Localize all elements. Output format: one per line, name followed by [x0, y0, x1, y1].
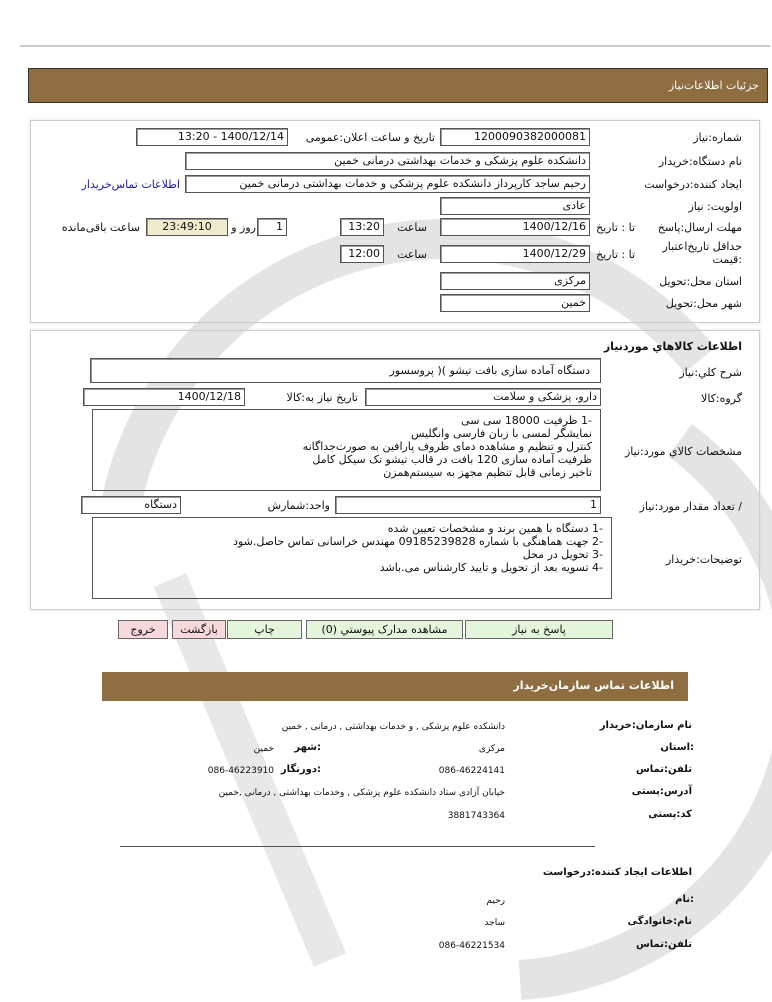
- family-label: نام:خانوادگی: [627, 916, 692, 927]
- org-label: نام سازمان:خریدار: [599, 720, 692, 731]
- specs-label: مشخصات کالاي مورد:نياز: [624, 445, 742, 458]
- need-number-field[interactable]: 1200090382000081: [440, 128, 590, 146]
- priority-field[interactable]: عادی: [440, 197, 590, 215]
- validity-time-label: ساعت: [397, 248, 427, 261]
- notes-textarea[interactable]: -1 دستگاه با همین برند و مشخصات تعیین شده -2 جهت هماهنگی با شماره 09185239828 مهندس خراسانی تماس حاصل.شود -3 تحویل در محل -4 تسویه بعد از تحویل و تایید کارشناس می.باشد: [92, 517, 612, 599]
- phone-value: 086-46224141: [438, 766, 505, 776]
- time-label: ساعت: [397, 221, 427, 234]
- contact-header: اطلاعات تماس سازمان‌خریدار: [102, 672, 688, 701]
- address-value: خیابان آزادی ستاد دانشکده علوم پزشکی , وخدمات بهداشتی , درمانی ,خمین: [218, 788, 505, 798]
- validity-date-field[interactable]: 1400/12/29: [440, 245, 590, 263]
- page-header: جزئیات اطلاعات‌نیاز: [28, 68, 768, 103]
- group-field[interactable]: دارو، پزشکی و سلامت: [365, 388, 601, 406]
- phone-label: تلفن:تماس: [635, 764, 692, 775]
- name-label: :نام: [675, 894, 694, 905]
- fax-value: 086-46223910: [207, 766, 274, 776]
- creator-field[interactable]: رحیم ساجد کارپرداز دانشکده علوم پزشکی و خدمات بهداشتی درمانی خمین: [185, 175, 590, 193]
- need-number-label: شماره:نیاز: [693, 131, 742, 144]
- city-contact-value: خمین: [253, 744, 274, 754]
- qty-field[interactable]: 1: [335, 496, 601, 514]
- creator-label: ایجاد کننده:درخواست: [644, 178, 742, 191]
- city-contact-label: :شهر: [294, 742, 321, 753]
- specs-textarea[interactable]: -1 ظرفیت 18000 سی سی نمایشگر لمسی با زبان فارسی وانگلیس کنترل و تنظیم و مشاهده دمای ظروف پارافین به صورت‌جداگانه ظرفیت آماده سازی 120 بافت در قالب تیشو تک سیکل کامل تاخیر زمانی قابل تنظیم مجهز به سیستم‌همزن: [92, 409, 601, 491]
- postal-label: کد:پستی: [648, 809, 692, 820]
- province-contact-label: :استان: [660, 742, 694, 753]
- city-label: شهر محل:تحویل: [665, 297, 742, 310]
- days-remaining-field: 1: [257, 218, 287, 236]
- exit-button[interactable]: خروج: [118, 620, 168, 639]
- need-date-label: تاریخ نیاز به:کالا: [286, 391, 358, 404]
- group-label: گروه:کالا: [701, 392, 742, 405]
- announce-field[interactable]: 1400/12/14 - 13:20: [136, 128, 288, 146]
- creator-phone-value: 086-46221534: [438, 941, 505, 951]
- validity-to-date-label: تا : تاریخ: [596, 248, 635, 261]
- qty-label: / تعداد مقدار مورد:نیاز: [639, 500, 742, 513]
- priority-label: اولویت: نیاز: [688, 200, 742, 213]
- buyer-contact-link[interactable]: اطلاعات تماس‌خریدار: [81, 178, 180, 191]
- back-button[interactable]: بازگشت: [172, 620, 226, 639]
- buyer-field[interactable]: دانشکده علوم پزشکی و خدمات بهداشتی درمانی خمین: [185, 152, 590, 170]
- province-field[interactable]: مرکزی: [440, 272, 590, 290]
- deadline-time-field[interactable]: 13:20: [340, 218, 384, 236]
- province-label: استان محل:تحویل: [659, 275, 742, 288]
- family-value: ساجد: [484, 918, 505, 928]
- creator-phone-label: تلفن:تماس: [635, 939, 692, 950]
- deadline-date-field[interactable]: 1400/12/16: [440, 218, 590, 236]
- deadline-label: مهلت ارسال:پاسخ: [657, 221, 742, 234]
- name-value: رحیم: [486, 896, 505, 906]
- notes-label: توضیحات:خریدار: [666, 553, 742, 566]
- reply-button[interactable]: پاسخ به نیاز: [465, 620, 613, 639]
- creator-info-title: اطلاعات ایجاد کننده:درخواست: [542, 867, 692, 878]
- validity-time-field[interactable]: 12:00: [340, 245, 384, 263]
- top-divider: [20, 45, 770, 47]
- need-date-field[interactable]: 1400/12/18: [83, 388, 245, 406]
- goods-title: اطلاعات كالاهاي موردنياز: [603, 340, 742, 353]
- org-value: دانشکده علوم پزشکی , و خدمات بهداشتی , درمانی , خمین: [281, 722, 505, 732]
- to-date-label: تا : تاریخ: [596, 221, 635, 234]
- desc-field[interactable]: دستگاه آماده سازی بافت تیشو )( پروسسور: [90, 358, 601, 383]
- province-contact-value: مرکزی: [478, 744, 505, 754]
- contact-divider: [120, 846, 595, 847]
- buyer-label: نام دستگاه:خریدار: [658, 155, 742, 168]
- address-label: آدرس:پستی: [631, 786, 692, 797]
- postal-value: 3881743364: [447, 811, 505, 821]
- remaining-label: ساعت باقی‌مانده: [61, 221, 140, 234]
- validity-label: حداقل تاریخ‌اعتبار :قیمت: [662, 240, 742, 266]
- unit-label: واحد:شمارش: [267, 499, 330, 512]
- announce-label: تاریخ و ساعت اعلان:عمومی: [305, 131, 435, 144]
- fax-label: :دورنگار: [280, 764, 321, 775]
- unit-field[interactable]: دستگاه: [81, 496, 181, 514]
- desc-label: شرح کلي:نیاز: [679, 366, 742, 379]
- city-field[interactable]: خمین: [440, 294, 590, 312]
- attachments-button[interactable]: مشاهده مدارک پیوستي (0): [306, 620, 463, 639]
- print-button[interactable]: چاپ: [227, 620, 302, 639]
- remaining-time-field: 23:49:10: [146, 218, 228, 236]
- days-label: روز و: [231, 221, 256, 234]
